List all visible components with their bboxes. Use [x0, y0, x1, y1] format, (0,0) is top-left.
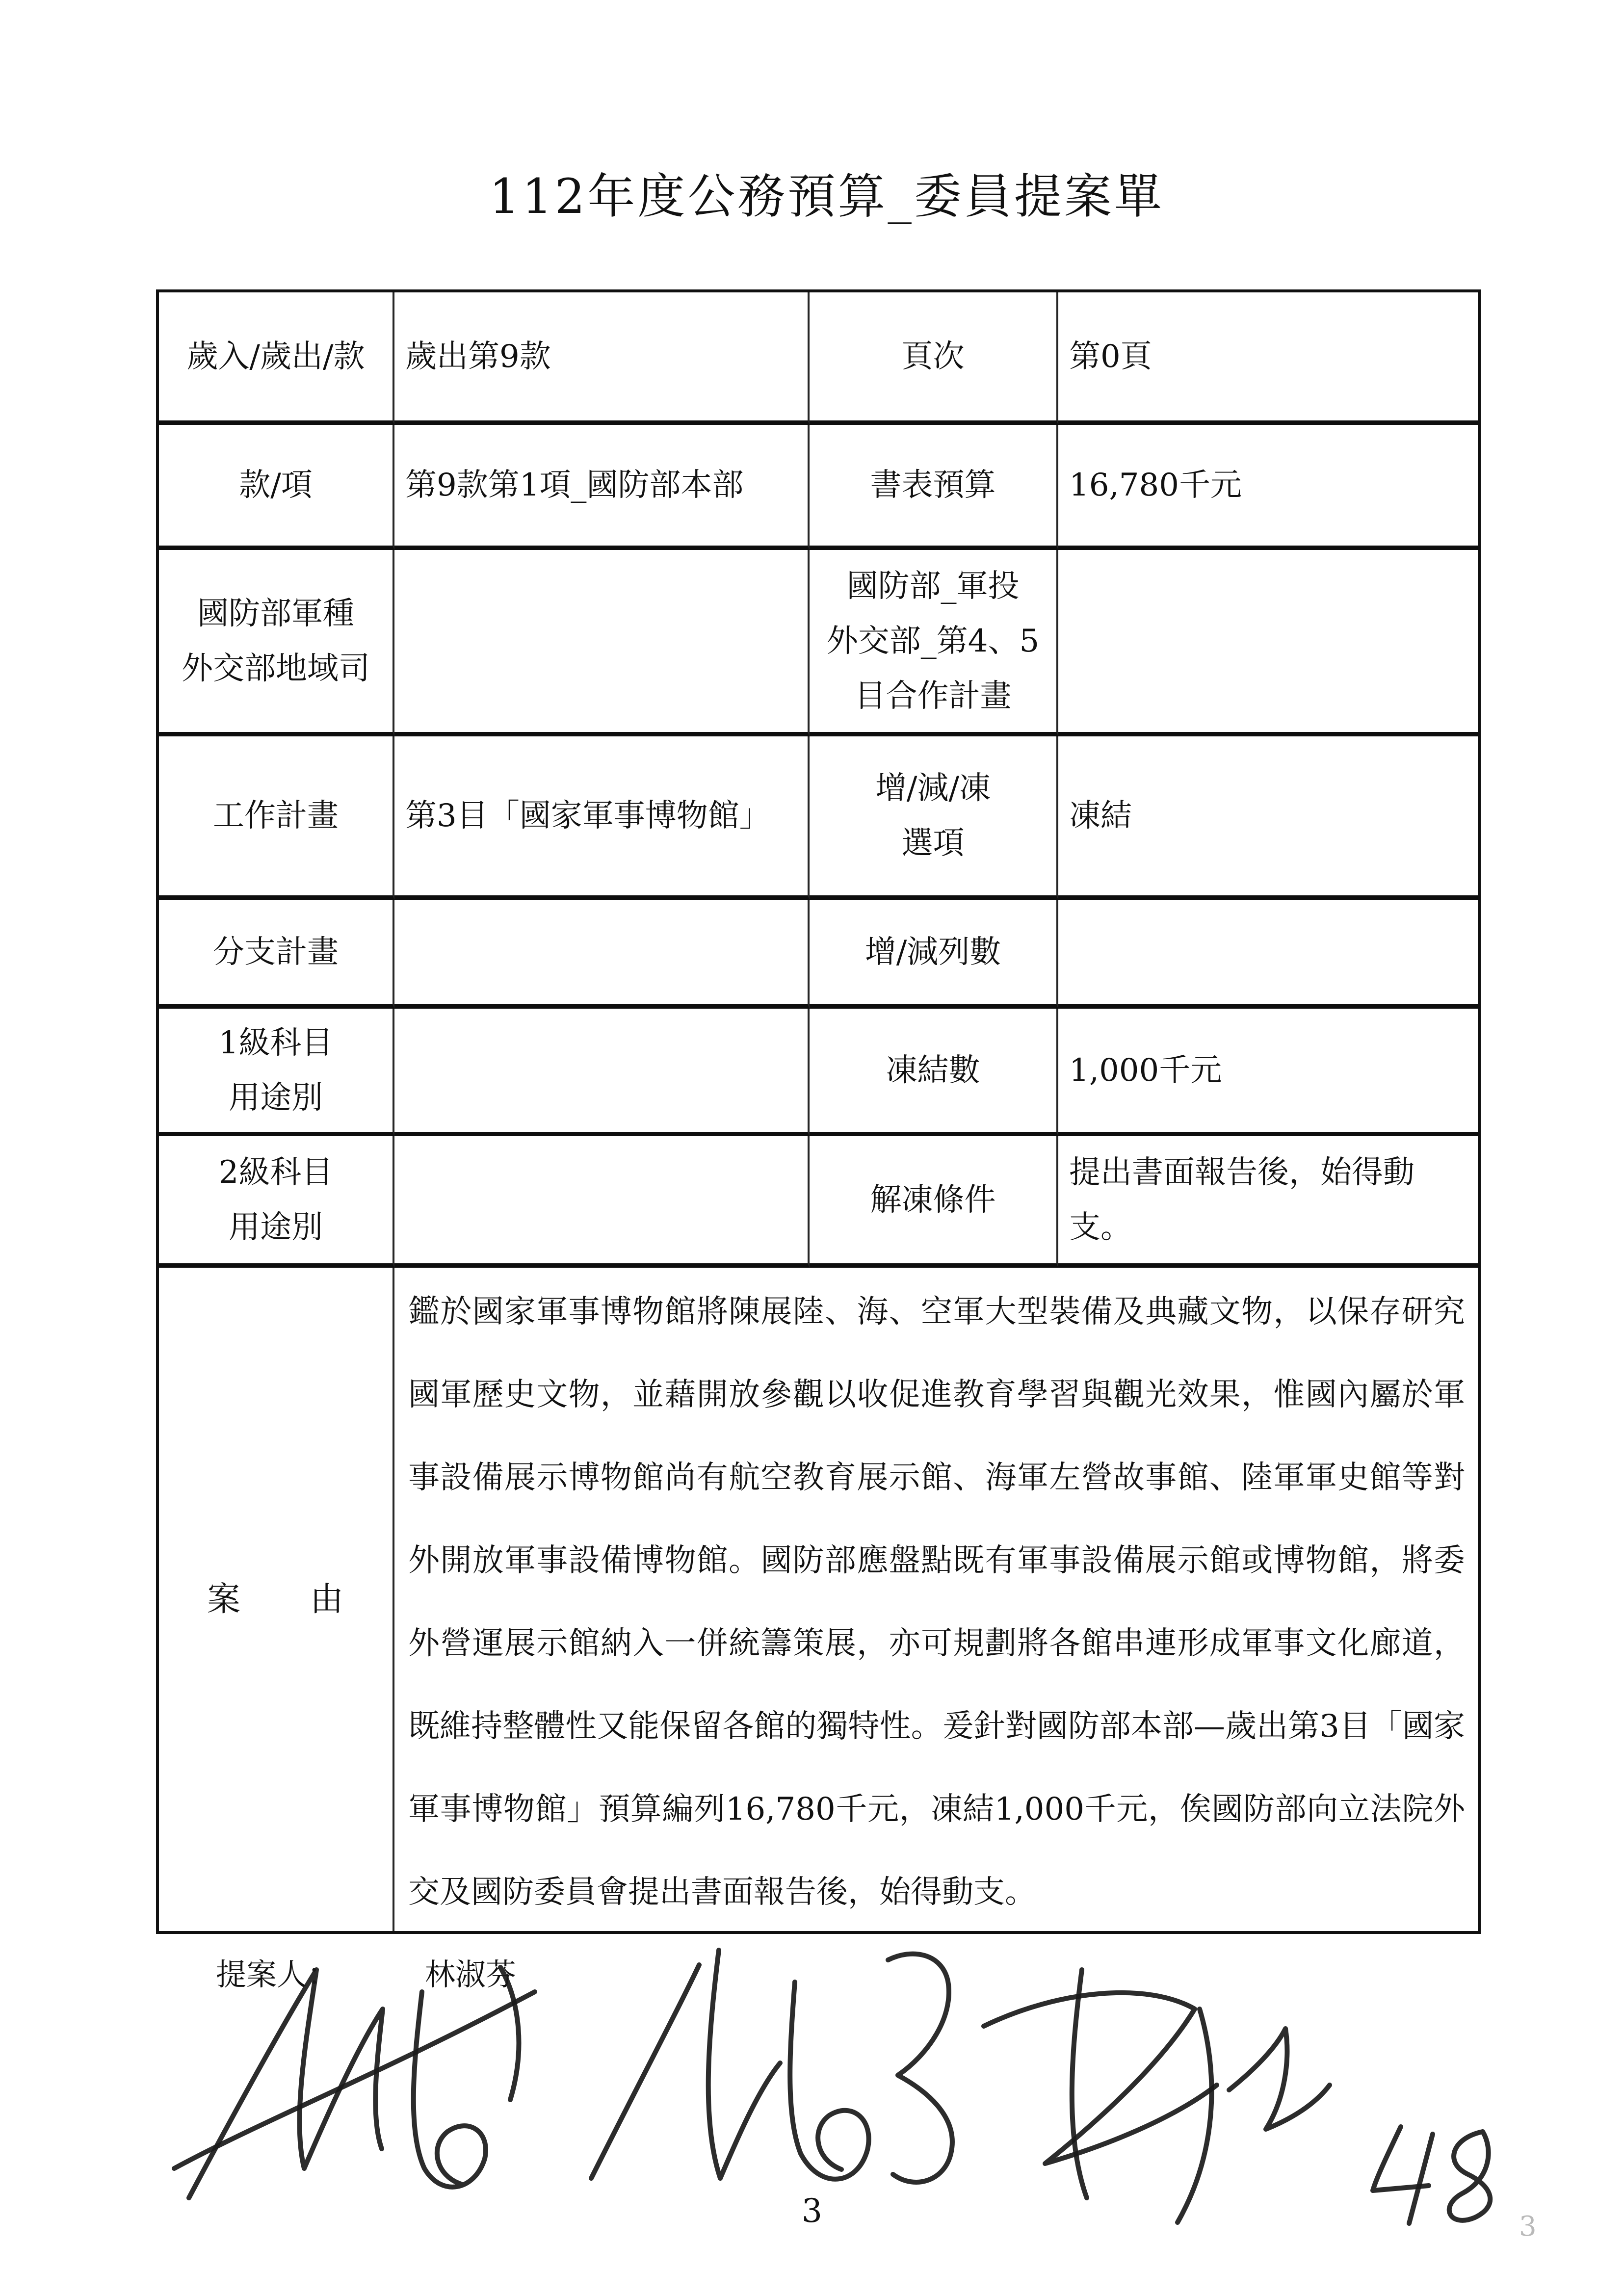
branch-plan-label: 分支計畫	[159, 900, 394, 1009]
page-index-value: 第0頁	[1058, 292, 1478, 425]
level1-subject-value	[394, 1009, 810, 1136]
proposer-label: 提案人：	[216, 1957, 338, 1992]
related-project-label: 國防部_軍投 外交部_第4、5 目合作計畫	[810, 550, 1058, 736]
page-number: 3	[802, 2192, 822, 2230]
case-reason-text: 鑑於國家軍事博物館將陳展陸、海、空軍大型裝備及典藏文物，以保存研究國軍歷史文物，並藉開放參觀以收促進教育學習與觀光效果，惟國內屬於軍事設備展示博物館尚有航空教育展示館、海軍左營故事館、陸軍軍史館等對外開放軍事設備博物館。國防部應盤點既有軍事設備展示館或博物館，將委外營運展示館納入一併統籌策展，亦可規劃將各館串連形成軍事文化廊道，既維持整體性又能保留各館的獨特性。爰針對國防部本部—歲出第3目「國家軍事博物館」預算編列16,780千元，凍結1,000千元，俟國防部向立法院外交及國防委員會提出書面報告後，始得動支。	[408, 1294, 1465, 1910]
fund-category-value: 歲出第9款	[394, 292, 810, 425]
service-branch-value	[394, 550, 810, 736]
branch-plan-value	[394, 900, 810, 1009]
level1-subject-label: 1級科目 用途別	[159, 1009, 394, 1136]
item-value: 第9款第1項_國防部本部	[394, 425, 810, 550]
book-budget-label: 書表預算	[810, 425, 1058, 550]
fund-category-label: 歲入/歲出/款	[159, 292, 394, 425]
work-plan-label: 工作計畫	[159, 736, 394, 900]
adjust-option-label: 增/減/凍 選項	[810, 736, 1058, 900]
proposer-name: 林淑芬	[425, 1957, 517, 1992]
signature-1	[174, 1967, 535, 2198]
book-budget-value: 16,780千元	[1058, 425, 1478, 550]
unfreeze-condition-label: 解凍條件	[810, 1136, 1058, 1268]
document-title: 112年度公務預算_委員提案單	[489, 169, 1164, 224]
service-branch-label: 國防部軍種 外交部地域司	[159, 550, 394, 736]
related-project-value	[1058, 550, 1478, 736]
level2-subject-label: 2級科目 用途別	[159, 1136, 394, 1268]
work-plan-value: 第3目「國家軍事博物館」	[394, 736, 810, 900]
adjust-amount-label: 增/減列數	[810, 900, 1058, 1009]
frozen-amount-label: 凍結數	[810, 1009, 1058, 1136]
unfreeze-condition-value: 提出書面報告後，始得動支。	[1058, 1136, 1478, 1268]
item-label: 款/項	[159, 425, 394, 550]
corner-scan-mark: 3	[1519, 2211, 1537, 2243]
proposal-table	[156, 289, 1481, 1934]
adjust-option-value: 凍結	[1058, 736, 1478, 900]
adjust-amount-value	[1058, 900, 1478, 1009]
frozen-amount-value: 1,000千元	[1058, 1009, 1478, 1136]
page-index-label: 頁次	[810, 292, 1058, 425]
case-reason-label: 案 由	[159, 1268, 394, 1931]
level2-subject-value	[394, 1136, 810, 1268]
signature-3	[984, 1970, 1330, 2222]
signature-2	[591, 1950, 952, 2182]
